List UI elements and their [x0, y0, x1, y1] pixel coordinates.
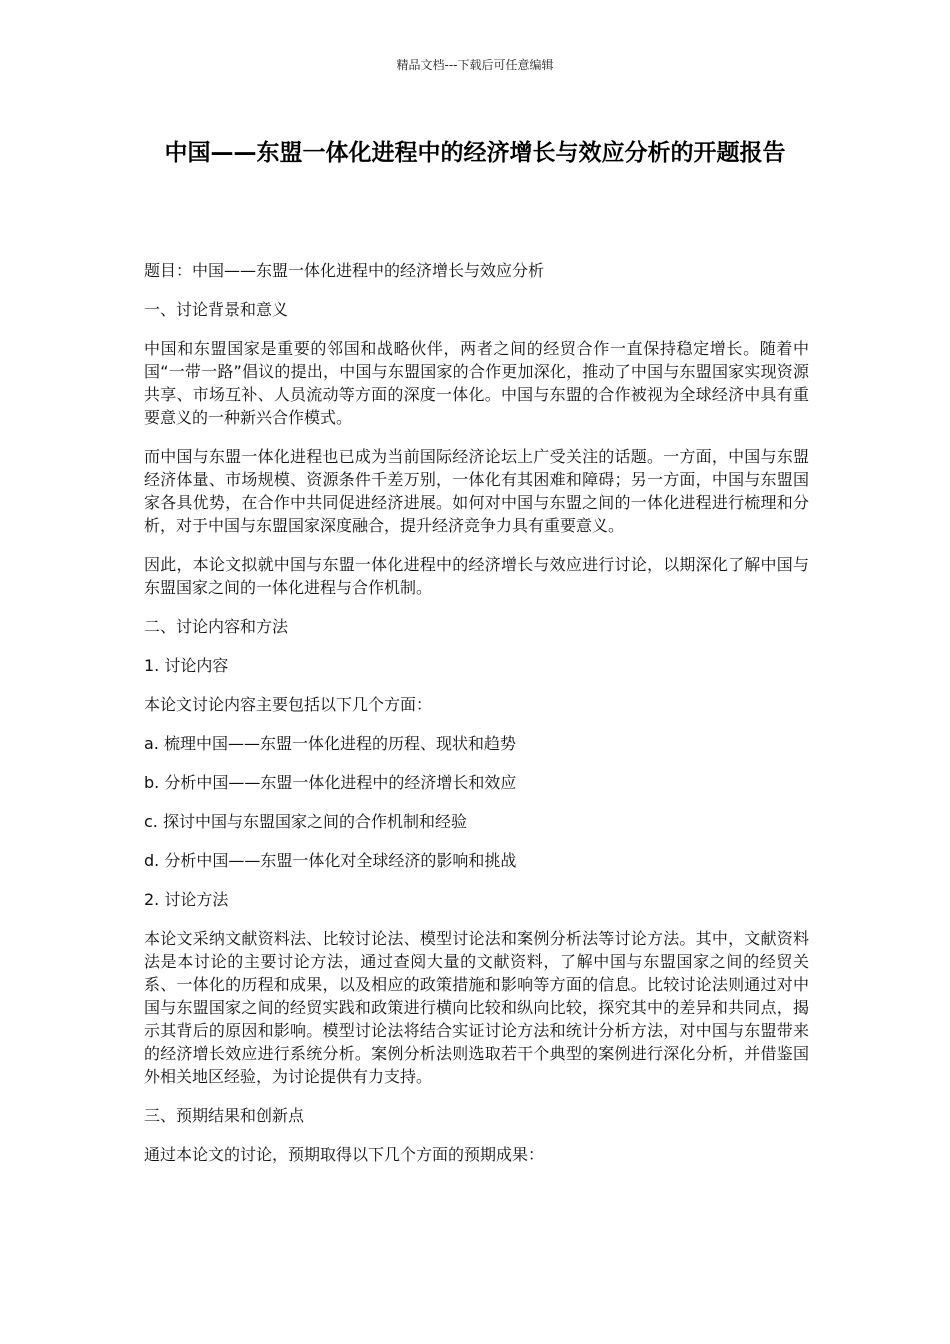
document-body [144, 259, 809, 1182]
paragraph: 通过本论文的讨论，预期取得以下几个方面的预期成果： [144, 1145, 545, 1164]
paragraph: 中国和东盟国家是重要的邻国和战略伙伴，两者之间的经贸合作一直保持稳定增长。随着中国“一带一路”倡议的提出，中国与东盟国家的合作更加深化，推动了中国与东盟国家实现资源共享、市场互补、人员流动等方面的深度一体化。中国与东盟的合作被视为全球经济中具有重要意义的一种新兴合作模式。 [144, 339, 809, 427]
subsection-heading: 2. 讨论方法 [144, 890, 229, 909]
paragraph: 本论文讨论内容主要包括以下几个方面： [144, 695, 433, 714]
list-item: c. 探讨中国与东盟国家之间的合作机制和经验 [144, 812, 467, 831]
section-heading: 三、预期结果和创新点 [144, 1106, 305, 1125]
section-heading: 二、讨论内容和方法 [144, 617, 289, 636]
list-item: a. 梳理中国——东盟一体化进程的历程、现状和趋势 [144, 734, 516, 753]
subject-line: 题目：中国——东盟一体化进程中的经济增长与效应分析 [144, 261, 545, 280]
paragraph: 因此，本论文拟就中国与东盟一体化进程中的经济增长与效应进行讨论，以期深化了解中国与东盟国家之间的一体化进程与合作机制。 [144, 555, 809, 597]
document-title: 中国——东盟一体化进程中的经济增长与效应分析的开题报告 [164, 140, 786, 166]
list-item: d. 分析中国——东盟一体化对全球经济的影响和挑战 [144, 851, 517, 870]
section-heading: 一、讨论背景和意义 [144, 300, 289, 319]
subsection-heading: 1. 讨论内容 [144, 656, 229, 675]
page-header: 精品文档---下载后可任意编辑 [396, 58, 554, 72]
paragraph: 而中国与东盟一体化进程也已成为当前国际经济论坛上广受关注的话题。一方面，中国与东盟经济体量、市场规模、资源条件千差万别，一体化有其困难和障碍；另一方面，中国与东盟国家各具优势，在合作中共同促进经济进展。如何对中国与东盟之间的一体化进程进行梳理和分析，对于中国与东盟国家深度融合，提升经济竞争力具有重要意义。 [144, 447, 809, 535]
paragraph: 本论文采纳文献资料法、比较讨论法、模型讨论法和案例分析法等讨论方法。其中，文献资料法是本讨论的主要讨论方法，通过查阅大量的文献资料，了解中国与东盟国家之间的经贸关系、一体化的历程和成果，以及相应的政策措施和影响等方面的信息。比较讨论法则通过对中国与东盟国家之间的经贸实践和政策进行横向比较和纵向比较，探究其中的差异和共同点，揭示其背后的原因和影响。模型讨论法将结合实证讨论方法和统计分析方法，对中国与东盟带来的经济增长效应进行系统分析。案例分析法则选取若干个典型的案例进行深化分析，并借鉴国外相关地区经验，为讨论提供有力支持。 [144, 929, 809, 1086]
list-item: b. 分析中国——东盟一体化进程中的经济增长和效应 [144, 773, 517, 792]
